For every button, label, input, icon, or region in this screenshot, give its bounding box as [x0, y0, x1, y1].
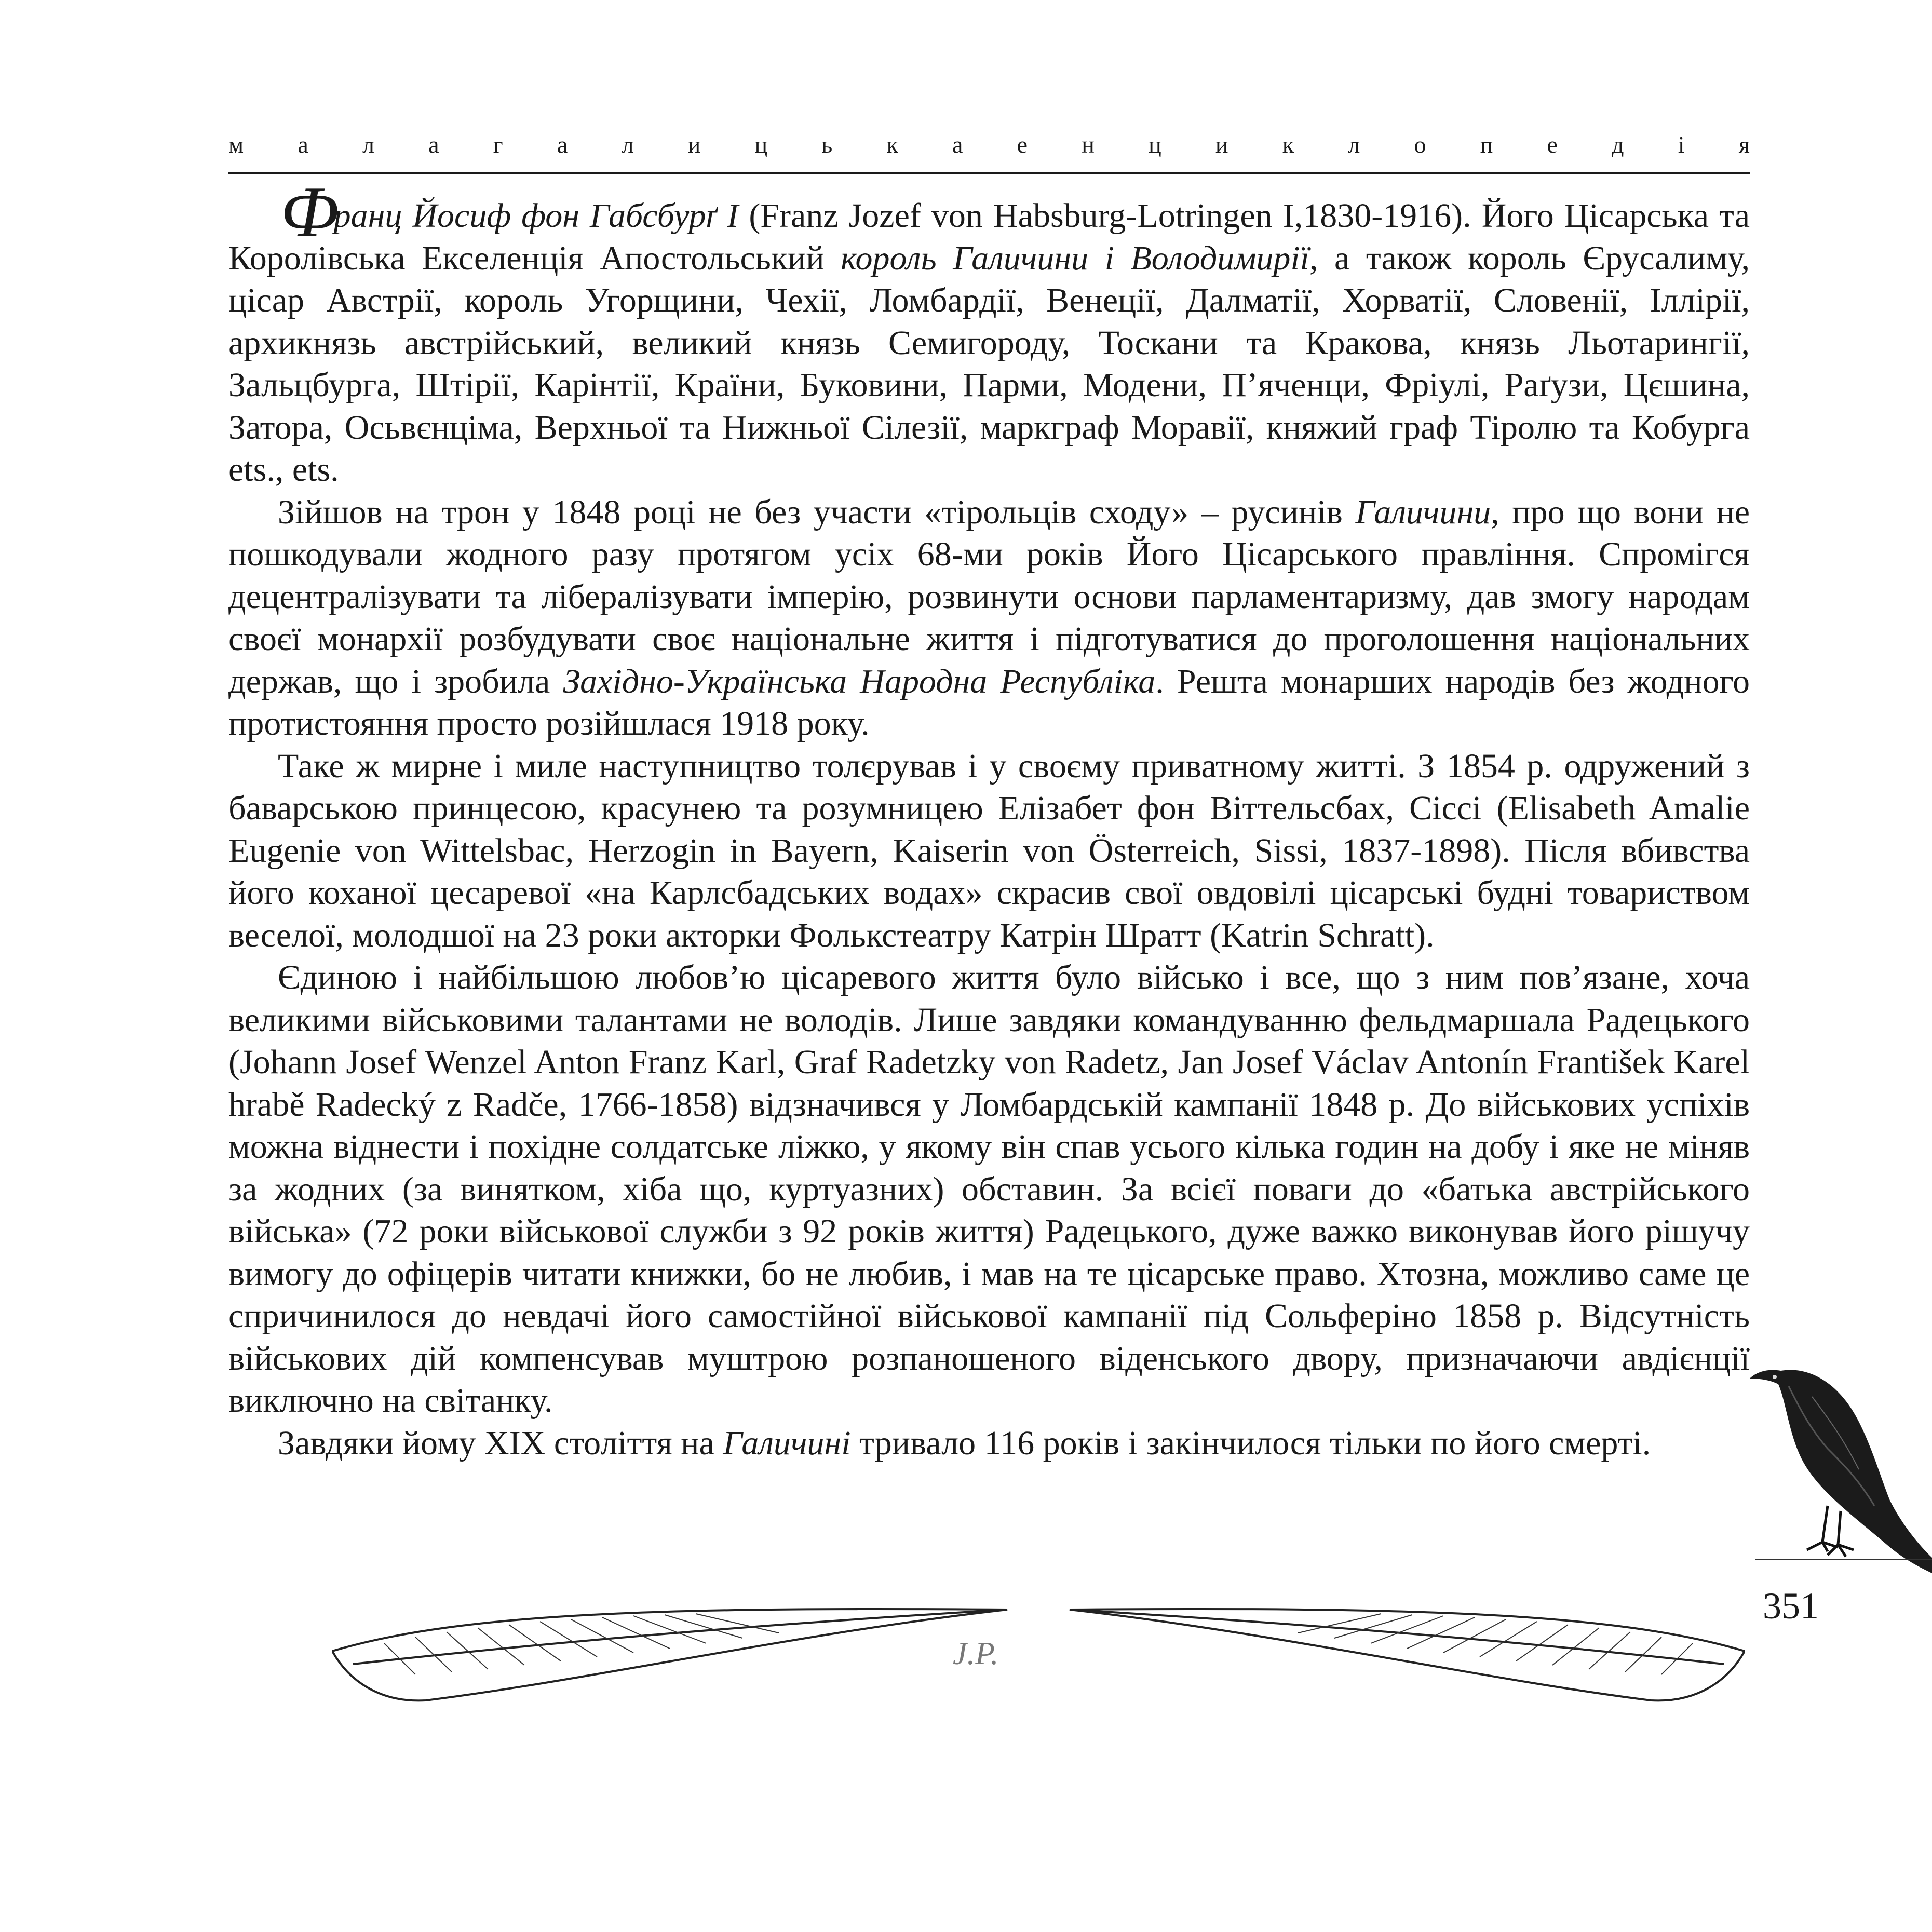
paragraph-text: (Franz Jozef von Habsburg-Lotringen I,1830-1916). Його Цісарська та Королівська Екселенція Апостольський	[228, 197, 1750, 277]
running-head-letter: д	[1612, 131, 1624, 158]
italic-term: король Галичини і Володимирії	[841, 239, 1310, 277]
paragraph-text: Єдиною і найбільшою любов’ю цісаревого життя було військо і все, що з ним пов’язане, хоча великими військовими талантами не володів. Лише завдяки командуванню фельдмаршала Радецького (Johann Josef Wenzel Anton Franz Karl, Graf Radetzky von Radetz, Jan Josef Václav Antonín František Karel hrabě Radecký z Radče, 1766-1858) відзначився у Ломбардській кампанії 1848 р. До військових успіхів можна віднести і похідне солдатське ліжко, у якому він спав усього кілька годин на добу і яке не міняв за жодних (за винятком, хіба що, куртуазних) обставин. За всієї поваги до «батька австрійського війська» (72 роки військової служби з 92 років життя) Радецького, дуже важко виконував його рішучу вимогу до офіцерів читати книжки, бо не любив, і мав на те цісарське право. Хтозна, можливо саме це спричинилося до невдачі його самостійної військової кампанії під Сольферіно 1858 р. Відсутність військових дій компенсував муштрою розпаношеного віденського двору, призначаючи авдієнції виключно на світанку.	[228, 958, 1750, 1420]
paragraph-text: Зійшов на трон у 1848 році не без участи «тірольців сходу» – русинів	[278, 493, 1356, 531]
running-head-letter: п	[1480, 131, 1493, 158]
paragraph-text: Завдяки йому XIX століття на	[278, 1424, 723, 1462]
article-paragraph	[228, 1422, 1750, 1465]
paragraph-text: . Решта монарших народів без жодного протистояння просто розійшлася 1918 року.	[228, 662, 1750, 742]
running-head-letter: е	[1547, 131, 1558, 158]
running-head-letter: а	[952, 131, 963, 158]
running-head-letter: я	[1738, 131, 1750, 158]
running-head-letter: е	[1017, 131, 1028, 158]
running-head-letter: ь	[821, 131, 833, 158]
running-head-letter: ц	[754, 131, 768, 158]
article-paragraph	[228, 956, 1750, 1422]
running-head-letter: а	[557, 131, 568, 158]
paragraph-text: , про що вони не пошкодували жодного разу протягом усіх 68-ми років Його Цісарського правління. Спромігся децентралізувати та лібералізувати імперію, розвинути основи парламентаризму, дав змогу народам своєї монархії розбудувати своє національне життя і підготуватися до проголошення національних держав, що і зробила	[228, 493, 1750, 700]
running-head-letter: к	[886, 131, 898, 158]
page-number: 351	[1763, 1585, 1819, 1627]
italic-term: Західно-Українська Народна Республіка	[563, 662, 1156, 700]
illustration-baseline	[1755, 1559, 1932, 1560]
running-head-letter: і	[1678, 131, 1685, 158]
running-head-letter: л	[1348, 131, 1360, 158]
paragraph-text: Таке ж мирне і миле наступництво толєрував і у своєму приватному житті. З 1854 р. одружений з баварською принцесою, красунею та розумницею Елізабет фон Віттельсбах, Сіссі (Elisabeth Amalie Eugenie von Wittelsbac, Herzogin in Bayern, Kaiserin von Österreich, Sissi, 1837-1898). Після вбивства його коханої цесаревої «на Карлсбадських водах» скрасив свої овдовілі цісарські будні товариством веселої, молодшої на 23 роки акторки Фолькстеатру Катрін Шратт (Katrin Schratt).	[228, 747, 1750, 954]
running-head	[228, 131, 1750, 158]
drop-cap: Ф	[280, 172, 334, 252]
running-head-letter: ц	[1149, 131, 1161, 158]
running-head-letter: к	[1282, 131, 1294, 158]
running-head-letter: г	[493, 131, 503, 158]
italic-term: Галичини	[1355, 493, 1491, 531]
crossed-quills-ornament-icon	[332, 1597, 1745, 1737]
author-monogram: J.P.	[953, 1636, 999, 1671]
running-head-letter: м	[228, 131, 244, 158]
running-head-letter: н	[1082, 131, 1095, 158]
paragraph-text: тривало 116 років і закінчилося тільки по його смерті.	[850, 1424, 1651, 1462]
article-paragraph	[228, 172, 1750, 491]
encyclopedia-article	[228, 172, 1750, 1464]
article-paragraph	[228, 745, 1750, 957]
header-rule	[228, 172, 1750, 174]
running-head-letter: о	[1414, 131, 1426, 158]
running-head-letter: и	[1215, 131, 1228, 158]
paragraph-text: , а також король Єрусалиму, цісар Австрії, король Угорщини, Чехії, Ломбардії, Венеції, Далматії, Хорватії, Словенії, Іллірії, архикнязь австрійський, великий князь Семигороду, Тоскани та Кракова, князь Льотарингії, Зальцбурга, Штірії, Карінтії, Країни, Буковини, Парми, Модени, П’яченци, Фріулі, Раґузи, Цєшина, Затора, Осьвєнціма, Верхньої та Нижньої Сілезії, маркграф Моравії, княжий граф Тіролю та Кобурга ets., ets.	[228, 239, 1750, 489]
italic-term: Галичині	[723, 1424, 851, 1462]
running-head-letter: л	[362, 131, 374, 158]
running-head-letter: а	[298, 131, 308, 158]
entry-title: ранц Йосиф фон Габсбурґ I	[333, 197, 739, 235]
article-paragraph	[228, 491, 1750, 745]
running-head-letter: и	[687, 131, 701, 158]
running-head-letter: л	[622, 131, 634, 158]
crow-illustration-icon	[1750, 1350, 1932, 1578]
running-head-letter: а	[428, 131, 439, 158]
